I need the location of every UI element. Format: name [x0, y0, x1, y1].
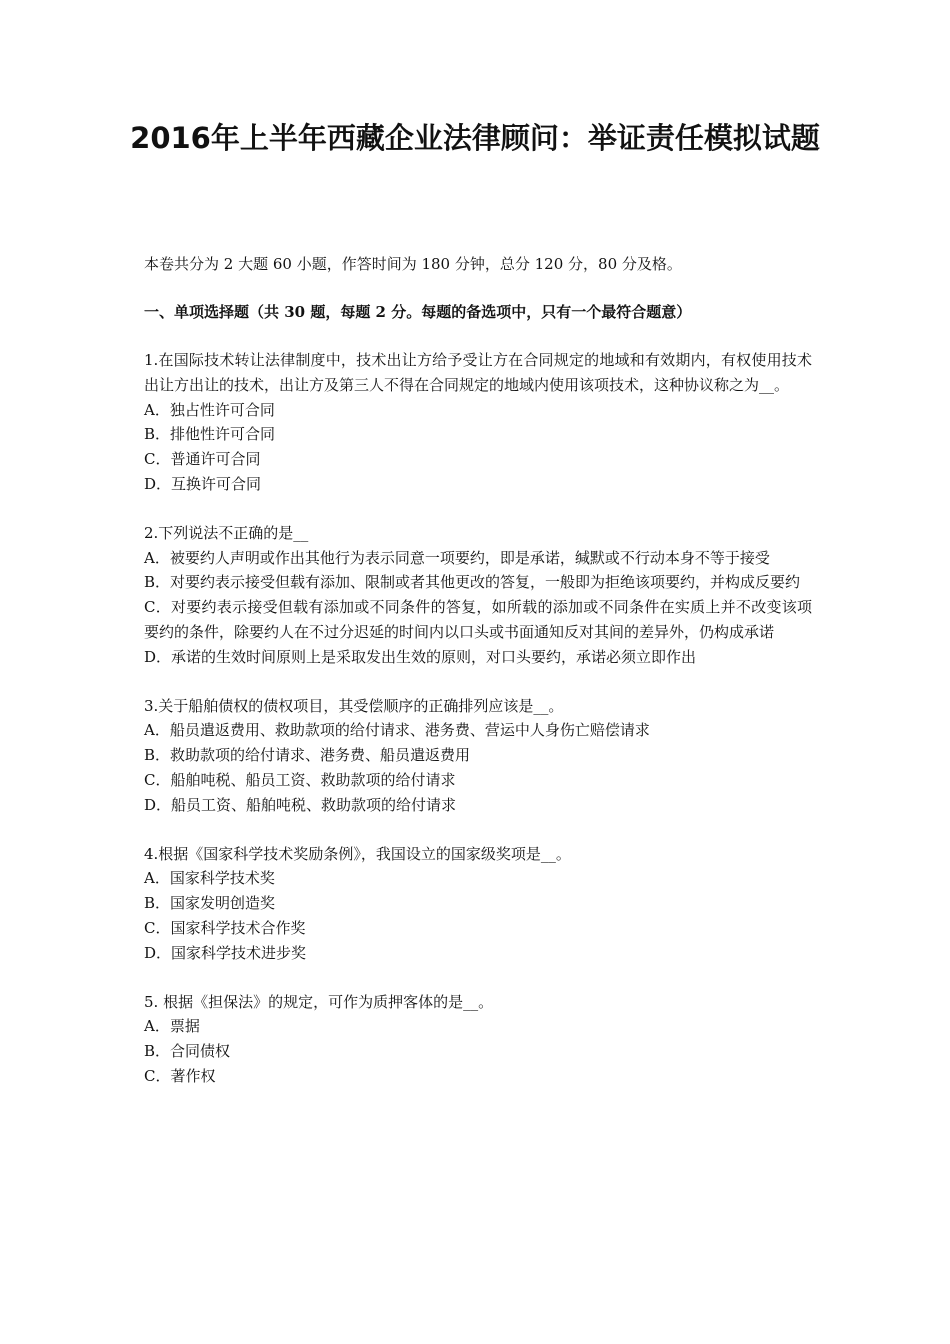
option-c: C．国家科学技术合作奖 [144, 918, 306, 937]
option-c: C．船舶吨税、船员工资、救助款项的给付请求 [144, 770, 456, 789]
question-stem: 1.在国际技术转让法律制度中，技术出让方给予受让方在合同规定的地域和有效期内，有权使用技术出让方出让的技术，出让方及第三人不得在合同规定的地域内使用该项技术，这种协议称之为__。 [144, 351, 812, 394]
option-c: C．普通许可合同 [144, 450, 261, 469]
section-heading: 一、单项选择题（共 30 题，每题 2 分。每题的备选项中，只有一个最符合题意） [144, 303, 692, 321]
question-stem: 5. 根据《担保法》的规定，可作为质押客体的是__。 [144, 992, 494, 1011]
question-3 [144, 694, 812, 818]
option-c: C．著作权 [144, 1066, 216, 1085]
option-a: A．国家科学技术奖 [144, 869, 275, 888]
question-2 [144, 521, 812, 670]
option-a: A．船员遣返费用、救助款项的给付请求、港务费、营运中人身伤亡赔偿请求 [144, 721, 650, 740]
option-a: A．票据 [144, 1017, 200, 1036]
option-d: D．互换许可合同 [144, 474, 262, 493]
option-a: A．被要约人声明或作出其他行为表示同意一项要约，即是承诺，缄默或不行动本身不等于接受 [144, 548, 770, 567]
question-stem: 2.下列说法不正确的是__ [144, 523, 309, 542]
question-1 [144, 348, 812, 497]
option-d: D．船员工资、船舶吨税、救助款项的给付请求 [144, 795, 457, 814]
document-title: 2016年上半年西藏企业法律顾问：举证责任模拟试题 [130, 121, 820, 155]
exam-intro: 本卷共分为 2 大题 60 小题，作答时间为 180 分钟，总分 120 分，80 分及格。 [144, 255, 682, 273]
question-stem: 3.关于船舶债权的债权项目，其受偿顺序的正确排列应该是__。 [144, 696, 564, 715]
option-b: B．对要约表示接受但载有添加、限制或者其他更改的答复，一般即为拒绝该项要约，并构成反要约 [144, 573, 801, 592]
option-b: B．合同债权 [144, 1042, 231, 1061]
question-stem: 4.根据《国家科学技术奖励条例》，我国设立的国家级奖项是__。 [144, 844, 571, 863]
option-d: D．承诺的生效时间原则上是采取发出生效的原则，对口头要约，承诺必须立即作出 [144, 647, 697, 666]
option-b: B．排他性许可合同 [144, 425, 276, 444]
question-4 [144, 842, 812, 966]
option-b: B．救助款项的给付请求、港务费、船员遣返费用 [144, 746, 471, 765]
option-b: B．国家发明创造奖 [144, 894, 276, 913]
option-d: D．国家科学技术进步奖 [144, 943, 307, 962]
question-list [144, 348, 812, 1113]
question-5 [144, 990, 812, 1089]
option-c: C．对要约表示接受但载有添加或不同条件的答复，如所载的添加或不同条件在实质上并不改变该项要约的条件，除要约人在不过分迟延的时间内以口头或书面通知反对其间的差异外，仍构成承诺 [144, 598, 812, 641]
option-a: A．独占性许可合同 [144, 400, 275, 419]
